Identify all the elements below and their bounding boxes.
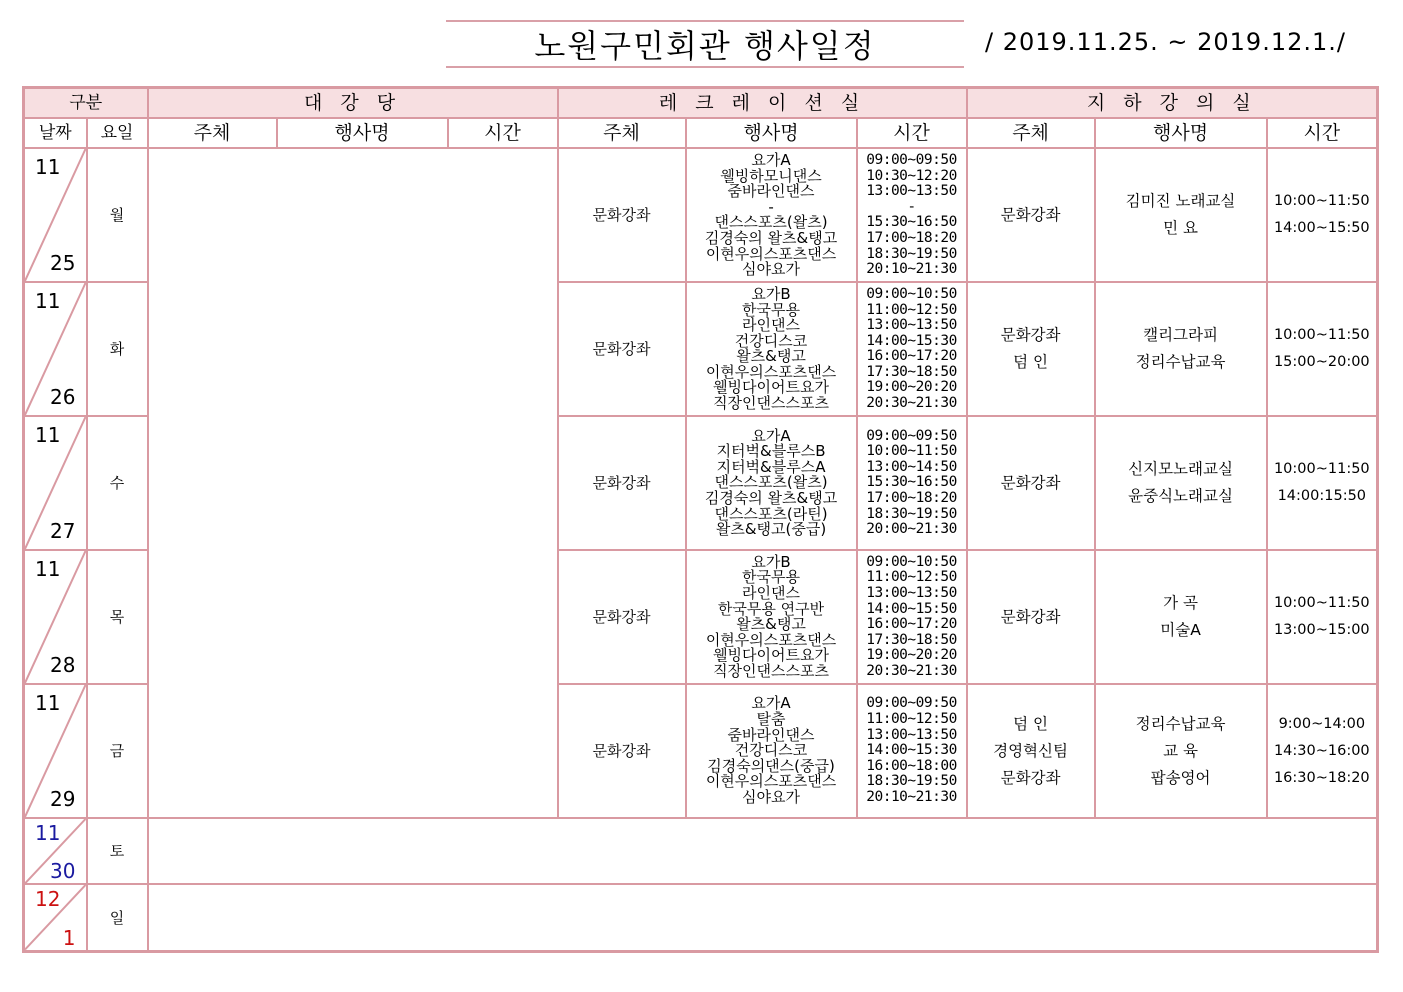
list-line: 문화강좌 [1000, 205, 1061, 224]
list-line: 왈츠&탱고 [736, 615, 806, 634]
base-times [1267, 684, 1378, 818]
list-line: 17:30~18:50 [866, 363, 957, 380]
hall-empty-cell [148, 148, 558, 818]
list-line: 가 곡 [1163, 594, 1198, 613]
day-of-week: 일 [87, 884, 148, 951]
base-topics [967, 684, 1095, 818]
header-hall-topic: 주체 [148, 118, 277, 148]
rec-events [686, 550, 857, 684]
list-line: 09:00~10:50 [866, 553, 957, 570]
date-month: 11 [35, 557, 61, 582]
list-line: 18:30~19:50 [866, 505, 957, 522]
list-line: 11:00~12:50 [866, 711, 957, 728]
list-line: - [907, 198, 916, 215]
header-rec-topic: 주체 [558, 118, 686, 148]
list-line: 10:00~11:50 [1273, 461, 1370, 478]
header-base-topic: 주체 [967, 118, 1095, 148]
list-line: 팝송영어 [1150, 768, 1211, 787]
list-line: 9:00~14:00 [1278, 715, 1366, 732]
list-line: 라인댄스 [742, 316, 801, 335]
list-line: 탈춤 [756, 710, 786, 729]
list-line: 20:30~21:30 [866, 395, 957, 412]
date-month: 11 [35, 821, 61, 846]
list-line: 14:00~15:30 [866, 332, 957, 349]
list-line: 요가A [751, 150, 791, 169]
list-line: 17:00~18:20 [866, 490, 957, 506]
rec-events [686, 282, 857, 416]
rec-times [857, 148, 967, 282]
list-line: 한국무용 연구반 [717, 599, 825, 618]
header-hall: 대 강 당 [148, 88, 558, 119]
list-line: 20:10~21:30 [866, 789, 957, 806]
base-topics [967, 148, 1095, 282]
list-line: 캘리그라피 [1143, 326, 1218, 345]
list-line: 건강디스코 [734, 331, 808, 350]
header-rec-time: 시간 [857, 118, 967, 148]
list-line: 09:00~09:50 [866, 151, 957, 168]
list-line: 왈츠&탱고(중급) [715, 520, 827, 539]
base-topics [967, 550, 1095, 684]
list-line: 요가B [751, 552, 791, 571]
header-rec-room: 레 크 레 이 션 실 [558, 88, 967, 119]
date-month: 11 [35, 423, 61, 448]
base-events [1095, 684, 1267, 818]
list-line: - [768, 197, 774, 216]
list-line: 11:00~12:50 [866, 301, 957, 318]
list-line: 김경숙의 왈츠&탱고 [704, 489, 838, 507]
list-line: 18:30~19:50 [866, 245, 957, 262]
list-line: 13:00~13:50 [866, 317, 957, 334]
weekend-empty-cell [148, 884, 1378, 951]
list-line: 20:30~21:30 [866, 662, 957, 679]
base-times [1267, 416, 1378, 550]
rec-topic: 문화강좌 [558, 148, 686, 282]
header-basement-room: 지 하 강 의 실 [967, 88, 1378, 119]
list-line: 경영혁신팀 [993, 741, 1068, 760]
base-events [1095, 148, 1267, 282]
weekend-row [24, 884, 1378, 951]
list-line: 19:00~20:20 [866, 647, 957, 664]
date-day: 1 [62, 926, 76, 950]
list-line: 직장인댄스스포츠 [713, 394, 829, 413]
list-line: 김경숙의 왈츠&탱고 [704, 228, 838, 247]
list-line: 이현우의스포츠댄스 [705, 772, 837, 791]
date-day: 30 [50, 859, 76, 884]
date-cell [24, 282, 87, 416]
list-line: 17:00~18:20 [866, 229, 957, 246]
title-box [446, 20, 964, 68]
date-cell [24, 684, 87, 818]
list-line: 문화강좌 [1000, 768, 1061, 787]
base-events [1095, 550, 1267, 684]
list-line: 문화강좌 [1000, 473, 1061, 492]
date-cell [24, 884, 87, 951]
list-line: 정리수납교육 [1135, 353, 1226, 372]
base-times [1267, 550, 1378, 684]
list-line: 요가A [751, 426, 791, 445]
list-line: 20:10~21:30 [866, 261, 957, 278]
list-line: 20:00~21:30 [866, 521, 957, 538]
rec-times [857, 416, 967, 550]
day-of-week: 토 [87, 818, 148, 884]
date-month: 11 [35, 289, 61, 314]
list-line: 건강디스코 [734, 741, 808, 760]
list-line: 라인댄스 [742, 583, 801, 602]
list-line: 15:30~16:50 [866, 474, 957, 491]
header-base-time: 시간 [1267, 118, 1378, 148]
date-day: 25 [50, 251, 76, 276]
list-line: 민 요 [1163, 219, 1198, 238]
list-line: 댄스스포츠(라틴) [714, 504, 828, 523]
day-of-week: 금 [87, 684, 148, 818]
list-line: 줌바라인댄스 [727, 725, 815, 744]
day-row [24, 148, 1378, 282]
list-line: 11:00~12:50 [866, 569, 957, 586]
rec-topic: 문화강좌 [558, 282, 686, 416]
list-line: 신지모노래교실 [1128, 460, 1233, 479]
base-topics [967, 282, 1095, 416]
list-line: 웰빙하모니댄스 [720, 166, 822, 185]
base-times [1267, 282, 1378, 416]
list-line: 지터벅&블루스A [716, 457, 826, 476]
list-line: 줌바라인댄스 [727, 182, 815, 201]
list-line: 09:00~09:50 [866, 695, 957, 712]
list-line: 한국무용 [742, 300, 801, 319]
list-line: 덤 인 [1013, 353, 1048, 372]
page-title: 노원구민회관 행사일정 [534, 27, 876, 65]
list-line: 16:00~18:00 [866, 757, 957, 774]
base-events [1095, 416, 1267, 550]
base-topics [967, 416, 1095, 550]
schedule-table [22, 86, 1379, 953]
list-line: 교 육 [1163, 741, 1198, 760]
date-cell [24, 148, 87, 282]
day-of-week: 수 [87, 416, 148, 550]
rec-topic: 문화강좌 [558, 416, 686, 550]
list-line: 18:30~19:50 [866, 773, 957, 790]
list-line: 16:00~17:20 [866, 616, 957, 633]
list-line: 왈츠&탱고 [736, 347, 806, 366]
date-day: 27 [50, 519, 76, 544]
list-line: 심야요가 [742, 788, 801, 807]
list-line: 15:30~16:50 [866, 214, 957, 231]
list-line: 덤 인 [1013, 714, 1048, 733]
list-line: 미술A [1160, 621, 1201, 640]
header-base-event: 행사명 [1095, 118, 1267, 148]
list-line: 심야요가 [742, 260, 801, 279]
header-hall-event: 행사명 [277, 118, 448, 148]
rec-times [857, 684, 967, 818]
date-month: 11 [35, 155, 61, 180]
list-line: 문화강좌 [1000, 326, 1061, 345]
list-line: 댄스스포츠(왈츠) [714, 213, 828, 232]
list-line: 요가B [751, 284, 791, 303]
list-line: 14:00:15:50 [1277, 488, 1367, 505]
weekend-empty-cell [148, 818, 1378, 884]
list-line: 이현우의스포츠댄스 [705, 244, 837, 263]
base-events [1095, 282, 1267, 416]
rec-topic: 문화강좌 [558, 550, 686, 684]
date-cell [24, 550, 87, 684]
rec-topic: 문화강좌 [558, 684, 686, 818]
list-line: 16:30~18:20 [1273, 769, 1370, 786]
list-line: 정리수납교육 [1135, 714, 1226, 733]
header-rec-event: 행사명 [686, 118, 857, 148]
list-line: 윤중식노래교실 [1128, 487, 1233, 506]
list-line: 10:30~12:20 [866, 167, 957, 184]
list-line: 김미진 노래교실 [1125, 192, 1236, 211]
list-line: 17:30~18:50 [866, 631, 957, 648]
list-line: 한국무용 [742, 568, 801, 587]
list-line: 10:00~11:50 [1273, 193, 1370, 210]
list-line: 댄스스포츠(왈츠) [714, 473, 828, 492]
list-line: 14:30~16:00 [1273, 742, 1370, 759]
rec-times [857, 550, 967, 684]
date-month: 12 [35, 887, 61, 912]
header-hall-time: 시간 [448, 118, 558, 148]
list-line: 13:00~15:00 [1273, 622, 1370, 639]
list-line: 16:00~17:20 [866, 348, 957, 365]
list-line: 직장인댄스스포츠 [713, 661, 829, 680]
date-cell [24, 818, 87, 884]
list-line: 10:00~11:50 [1273, 595, 1370, 612]
list-line: 14:00~15:50 [1273, 220, 1370, 237]
base-times [1267, 148, 1378, 282]
list-line: 김경숙의댄스(중급) [707, 756, 835, 775]
list-line: 웰빙다이어트요가 [713, 378, 829, 397]
rec-events [686, 684, 857, 818]
header-row-2 [24, 118, 1378, 148]
rec-times [857, 282, 967, 416]
header-gubun: 구분 [24, 88, 148, 119]
list-line: 09:00~10:50 [866, 285, 957, 302]
date-day: 26 [50, 385, 76, 410]
weekend-row [24, 818, 1378, 884]
list-line: 13:00~13:50 [866, 183, 957, 200]
list-line: 문화강좌 [1000, 607, 1061, 626]
list-line: 13:00~13:50 [866, 584, 957, 601]
list-line: 13:00~13:50 [866, 726, 957, 743]
list-line: 14:00~15:50 [866, 600, 957, 617]
header-row-1 [24, 88, 1378, 119]
list-line: 웰빙다이어트요가 [713, 646, 829, 665]
day-of-week: 화 [87, 282, 148, 416]
date-day: 28 [50, 653, 76, 678]
list-line: 10:00~11:50 [1273, 327, 1370, 344]
date-day: 29 [50, 787, 76, 812]
rec-events [686, 416, 857, 550]
list-line: 이현우의스포츠댄스 [705, 630, 837, 649]
list-line: 10:00~11:50 [866, 443, 957, 460]
date-range: / 2019.11.25. ~ 2019.12.1./ [985, 28, 1346, 56]
day-of-week: 월 [87, 148, 148, 282]
list-line: 이현우의스포츠댄스 [705, 362, 837, 381]
header-date: 날짜 [24, 118, 87, 148]
list-line: 지터벅&블루스B [716, 442, 826, 461]
rec-events [686, 148, 857, 282]
list-line: 15:00~20:00 [1273, 354, 1370, 371]
list-line: 19:00~20:20 [866, 379, 957, 396]
date-cell [24, 416, 87, 550]
list-line: 14:00~15:30 [866, 742, 957, 759]
header-dow: 요일 [87, 118, 148, 148]
date-month: 11 [35, 691, 61, 716]
list-line: 요가A [751, 694, 791, 713]
day-of-week: 목 [87, 550, 148, 684]
list-line: 13:00~14:50 [866, 458, 957, 475]
list-line: 09:00~09:50 [866, 427, 957, 444]
